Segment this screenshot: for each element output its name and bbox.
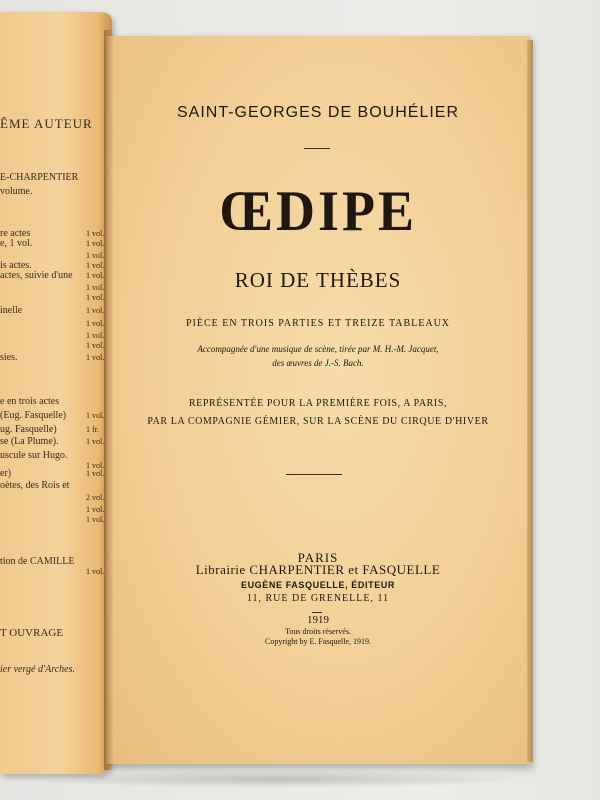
left-line-volume: 1 vol. bbox=[86, 239, 105, 248]
left-line-volume: 1 vol. bbox=[86, 469, 105, 478]
publication-year: 1919 bbox=[307, 614, 329, 626]
left-line-text: e, 1 vol. bbox=[0, 238, 33, 249]
music-note-line1: Accompagnée d'une musique de scène, tirée par M. H.-M. Jacquet, bbox=[197, 344, 439, 354]
left-line-text: er) bbox=[0, 468, 12, 479]
left-line-text: actes, suivie d'une bbox=[0, 270, 73, 281]
left-line-text: is actes. bbox=[0, 260, 32, 271]
left-line-volume: 1 vol. bbox=[86, 411, 105, 420]
left-line-volume: 1 vol. bbox=[86, 261, 105, 270]
book-subtitle: ROI DE THÈBES bbox=[234, 268, 402, 292]
left-line-text: uscule sur Hugo. bbox=[0, 450, 68, 461]
left-line-volume: 1 vol. bbox=[86, 567, 105, 576]
author-rule bbox=[304, 148, 330, 149]
left-line-volume: 1 vol. bbox=[86, 283, 105, 292]
left-line-volume: 1 vol. bbox=[86, 353, 105, 362]
play-description: PIÈCE EN TROIS PARTIES ET TREIZE TABLEAUX bbox=[185, 318, 451, 329]
book-title: ŒDIPE bbox=[218, 179, 417, 243]
left-line-text: E-CHARPENTIER bbox=[0, 172, 79, 183]
year-rule bbox=[312, 612, 322, 613]
left-line-text: ÊME AUTEUR bbox=[0, 116, 93, 131]
publication-city: PARIS bbox=[297, 550, 339, 565]
left-line-text: se (La Plume). bbox=[0, 436, 59, 447]
left-line-text: e en trois actes bbox=[0, 396, 60, 407]
left-page bbox=[0, 12, 112, 774]
rights-notice: Tous droits réservés. bbox=[285, 627, 351, 636]
left-line-volume: 2 vol. bbox=[86, 493, 105, 502]
left-line-text: T OUVRAGE bbox=[0, 627, 64, 639]
left-line-volume: 1 vol. bbox=[86, 341, 105, 350]
editor-name: EUGÈNE FASQUELLE, ÉDITEUR bbox=[240, 580, 396, 590]
copyright-notice: Copyright by E. Fasquelle, 1919. bbox=[265, 637, 371, 646]
left-line-text: ug. Fasquelle) bbox=[0, 424, 57, 435]
left-line-text: oètes, des Rois et bbox=[0, 480, 70, 491]
left-line-text: ier vergé d'Arches. bbox=[0, 664, 75, 675]
publisher-address: 11, RUE DE GRENELLE, 11 bbox=[246, 593, 390, 604]
left-line-volume: 1 vol. bbox=[86, 461, 105, 470]
left-line-volume: 1 vol. bbox=[86, 319, 105, 328]
author-name: SAINT-GEORGES DE BOUHÉLIER bbox=[176, 104, 460, 121]
left-line-text: tion de CAMILLE bbox=[0, 556, 75, 567]
left-line-volume: 1 vol. bbox=[86, 229, 105, 238]
performance-line1: REPRÉSENTÉE POUR LA PREMIÈRE FOIS, A PARIS, bbox=[188, 398, 448, 409]
publisher-name: Librairie CHARPENTIER et FASQUELLE bbox=[195, 562, 441, 577]
left-line-text: re actes bbox=[0, 228, 31, 239]
left-line-volume: 1 vol. bbox=[86, 437, 105, 446]
left-line-text: volume. bbox=[0, 186, 33, 197]
left-line-volume: 1 vol. bbox=[86, 293, 105, 302]
left-line-volume: 1 vol. bbox=[86, 515, 105, 524]
left-line-text: sies. bbox=[0, 352, 18, 363]
left-line-text: (Eug. Fasquelle) bbox=[0, 410, 67, 421]
mid-rule bbox=[286, 474, 342, 475]
left-line-volume: 1 fr. bbox=[86, 425, 99, 434]
music-note-line2: des œuvres de J.-S. Bach. bbox=[272, 358, 364, 368]
left-line-volume: 1 vol. bbox=[86, 331, 105, 340]
left-line-volume: 1 vol. bbox=[86, 271, 105, 280]
left-line-volume: 1 vol. bbox=[86, 251, 105, 260]
left-line-volume: 1 vol. bbox=[86, 306, 105, 315]
performance-line2: PAR LA COMPAGNIE GÉMIER, SUR LA SCÈNE DU CIRQUE D'HIVER bbox=[147, 416, 489, 427]
left-line-volume: 1 vol. bbox=[86, 505, 105, 514]
left-line-text: inelle bbox=[0, 305, 23, 316]
